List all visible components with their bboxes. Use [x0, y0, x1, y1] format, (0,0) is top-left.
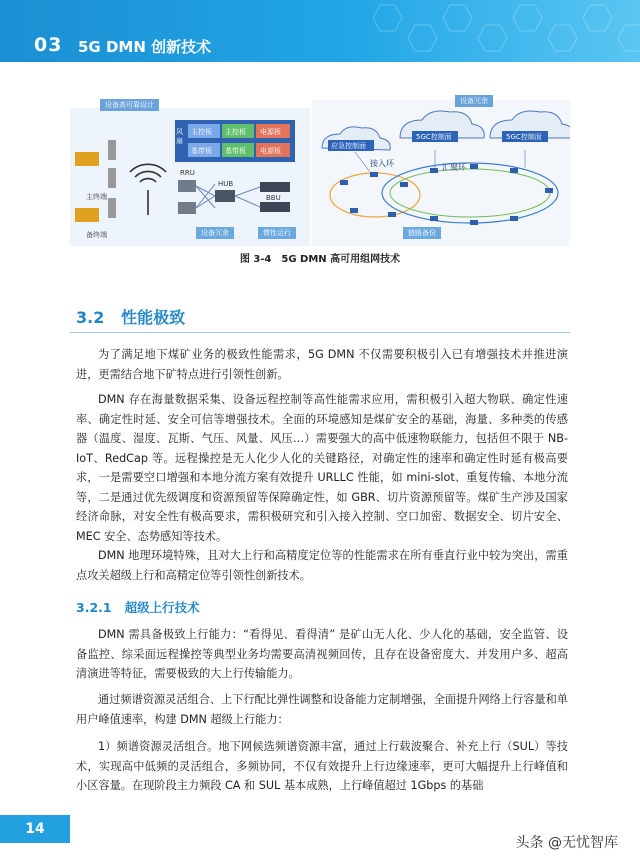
label-backup-terminal: 备终端: [86, 231, 107, 239]
label-hub: HUB: [218, 180, 234, 188]
label-rru: RRU: [180, 169, 195, 177]
section-number: 3.2: [76, 308, 105, 327]
figure-caption: 图 3-4 5G DMN 高可用组网技术: [239, 254, 401, 265]
diagram-graphics: [70, 90, 570, 250]
paragraph-spectrum: 1）频谱资源灵活组合。地下网候选频谱资源丰富，通过上行载波聚合、补充上行（SUL）等技术，实现高中低频的灵活组合，多频协同，不仅有效提升上行边缘速率，更可大幅提升上行峰值和小区容量。在现阶段主力频段 CA 和 SUL 基本成熟，上行峰值超过 1Gbps 的基础: [76, 740, 568, 792]
label-main-terminal: 主终端: [86, 193, 107, 201]
paragraph-uplink-need: DMN 需具备极致上行能力：“看得见、看得清” 是矿山无人化、少人化的基础，安全监管、设备监控、综采面远程操控等典型业务均需要高清视频回传，且存在设备密度大、并发用户多、超高清演进等特征，需要极致的大上行传输能力。: [76, 628, 568, 680]
label-baseband-1: 基带板: [191, 147, 212, 155]
label-device-redundancy-bottom: 设备冗余: [196, 227, 234, 239]
label-bbu: BBU: [266, 194, 281, 202]
label-device-reliability: 设备高可靠设计: [100, 99, 159, 111]
label-emergency-control: 应急控制面: [331, 142, 366, 150]
label-link-backup: 链路备份: [403, 227, 441, 239]
watermark-text: 头条 @无忧智库: [515, 835, 618, 851]
label-power-board-1: 电源板: [260, 128, 281, 136]
label-aggregation-ring: 汇聚环: [442, 163, 466, 172]
label-device-redundancy-top: 设备冗余: [455, 95, 493, 107]
chapter-number: 03: [34, 34, 63, 56]
paragraph-requirements: DMN 存在海量数据采集、设备远程控制等高性能需求应用，需积极引入超大物联、确定性速率、确定性时延、安全可信等增强技术。全面的环境感知是煤矿安全的基础，海量、多种类的传感器（温度、湿度、瓦斯、气压、风量、风压…）需要强大的高中低速物联能力，包括但不限于 NB-IoT、RedCap 等。远程操控是无人化少人化的关键路径，对确定性的速率和确定性时延有极高要求，一是需要空口增强和本地分流方案有效提升 URLLC 性能，如 mini-slot、重复传输、本地分流等，二是通过优先级调度和资源预留等保障确定性，如 GBR、切片资源预留等。煤矿生产涉及国家经济命脉，对安全性有极高要求，需积极研究和引入接入控制、空口加密、数据安全、切片安全、MEC 安全、态势感知等技术。: [76, 393, 568, 543]
label-core-control-2: 5GC控制面: [506, 133, 542, 141]
label-inertia-run: 惯性运行: [258, 227, 296, 239]
chapter-header: [0, 0, 640, 62]
label-fan: 风扇: [176, 128, 183, 145]
label-main-board-2: 主控板: [225, 128, 246, 136]
subsection-number: 3.2.1: [76, 600, 112, 615]
hexagon-pattern: [340, 0, 640, 62]
section-title: 性能极致: [121, 308, 186, 327]
section-heading: [76, 305, 185, 328]
paragraph-intro: 为了满足地下煤矿业务的极致性能需求，5G DMN 不仅需要积极引入已有增强技术并推进演进，更需结合地下矿特点进行引领性创新。: [76, 348, 568, 381]
label-power-board-2: 电源板: [260, 147, 281, 155]
page-number: 14: [0, 815, 70, 843]
paragraph-geography: DMN 地理环境特殊，且对大上行和高精度定位等的性能需求在所有垂直行业中较为突出，需重点攻关超级上行和高精定位等引领性创新技术。: [76, 549, 568, 582]
label-core-control-1: 5GC控制面: [416, 133, 452, 141]
label-main-board-1: 主控板: [191, 128, 212, 136]
subsection-title: 超级上行技术: [124, 600, 200, 615]
label-access-ring: 接入环: [370, 159, 394, 168]
subsection-heading: [76, 598, 200, 616]
chapter-title: 5G DMN 创新技术: [78, 38, 212, 56]
label-baseband-2: 基带板: [225, 147, 246, 155]
section-divider: [70, 332, 570, 333]
network-diagram: [70, 90, 570, 250]
watermark: [516, 832, 618, 852]
paragraph-uplink-approach: 通过频谱资源灵活组合、上下行配比弹性调整和设备能力定制增强，全面提升网络上行容量和单用户峰值速率，构建 DMN 超级上行能力：: [76, 693, 568, 726]
